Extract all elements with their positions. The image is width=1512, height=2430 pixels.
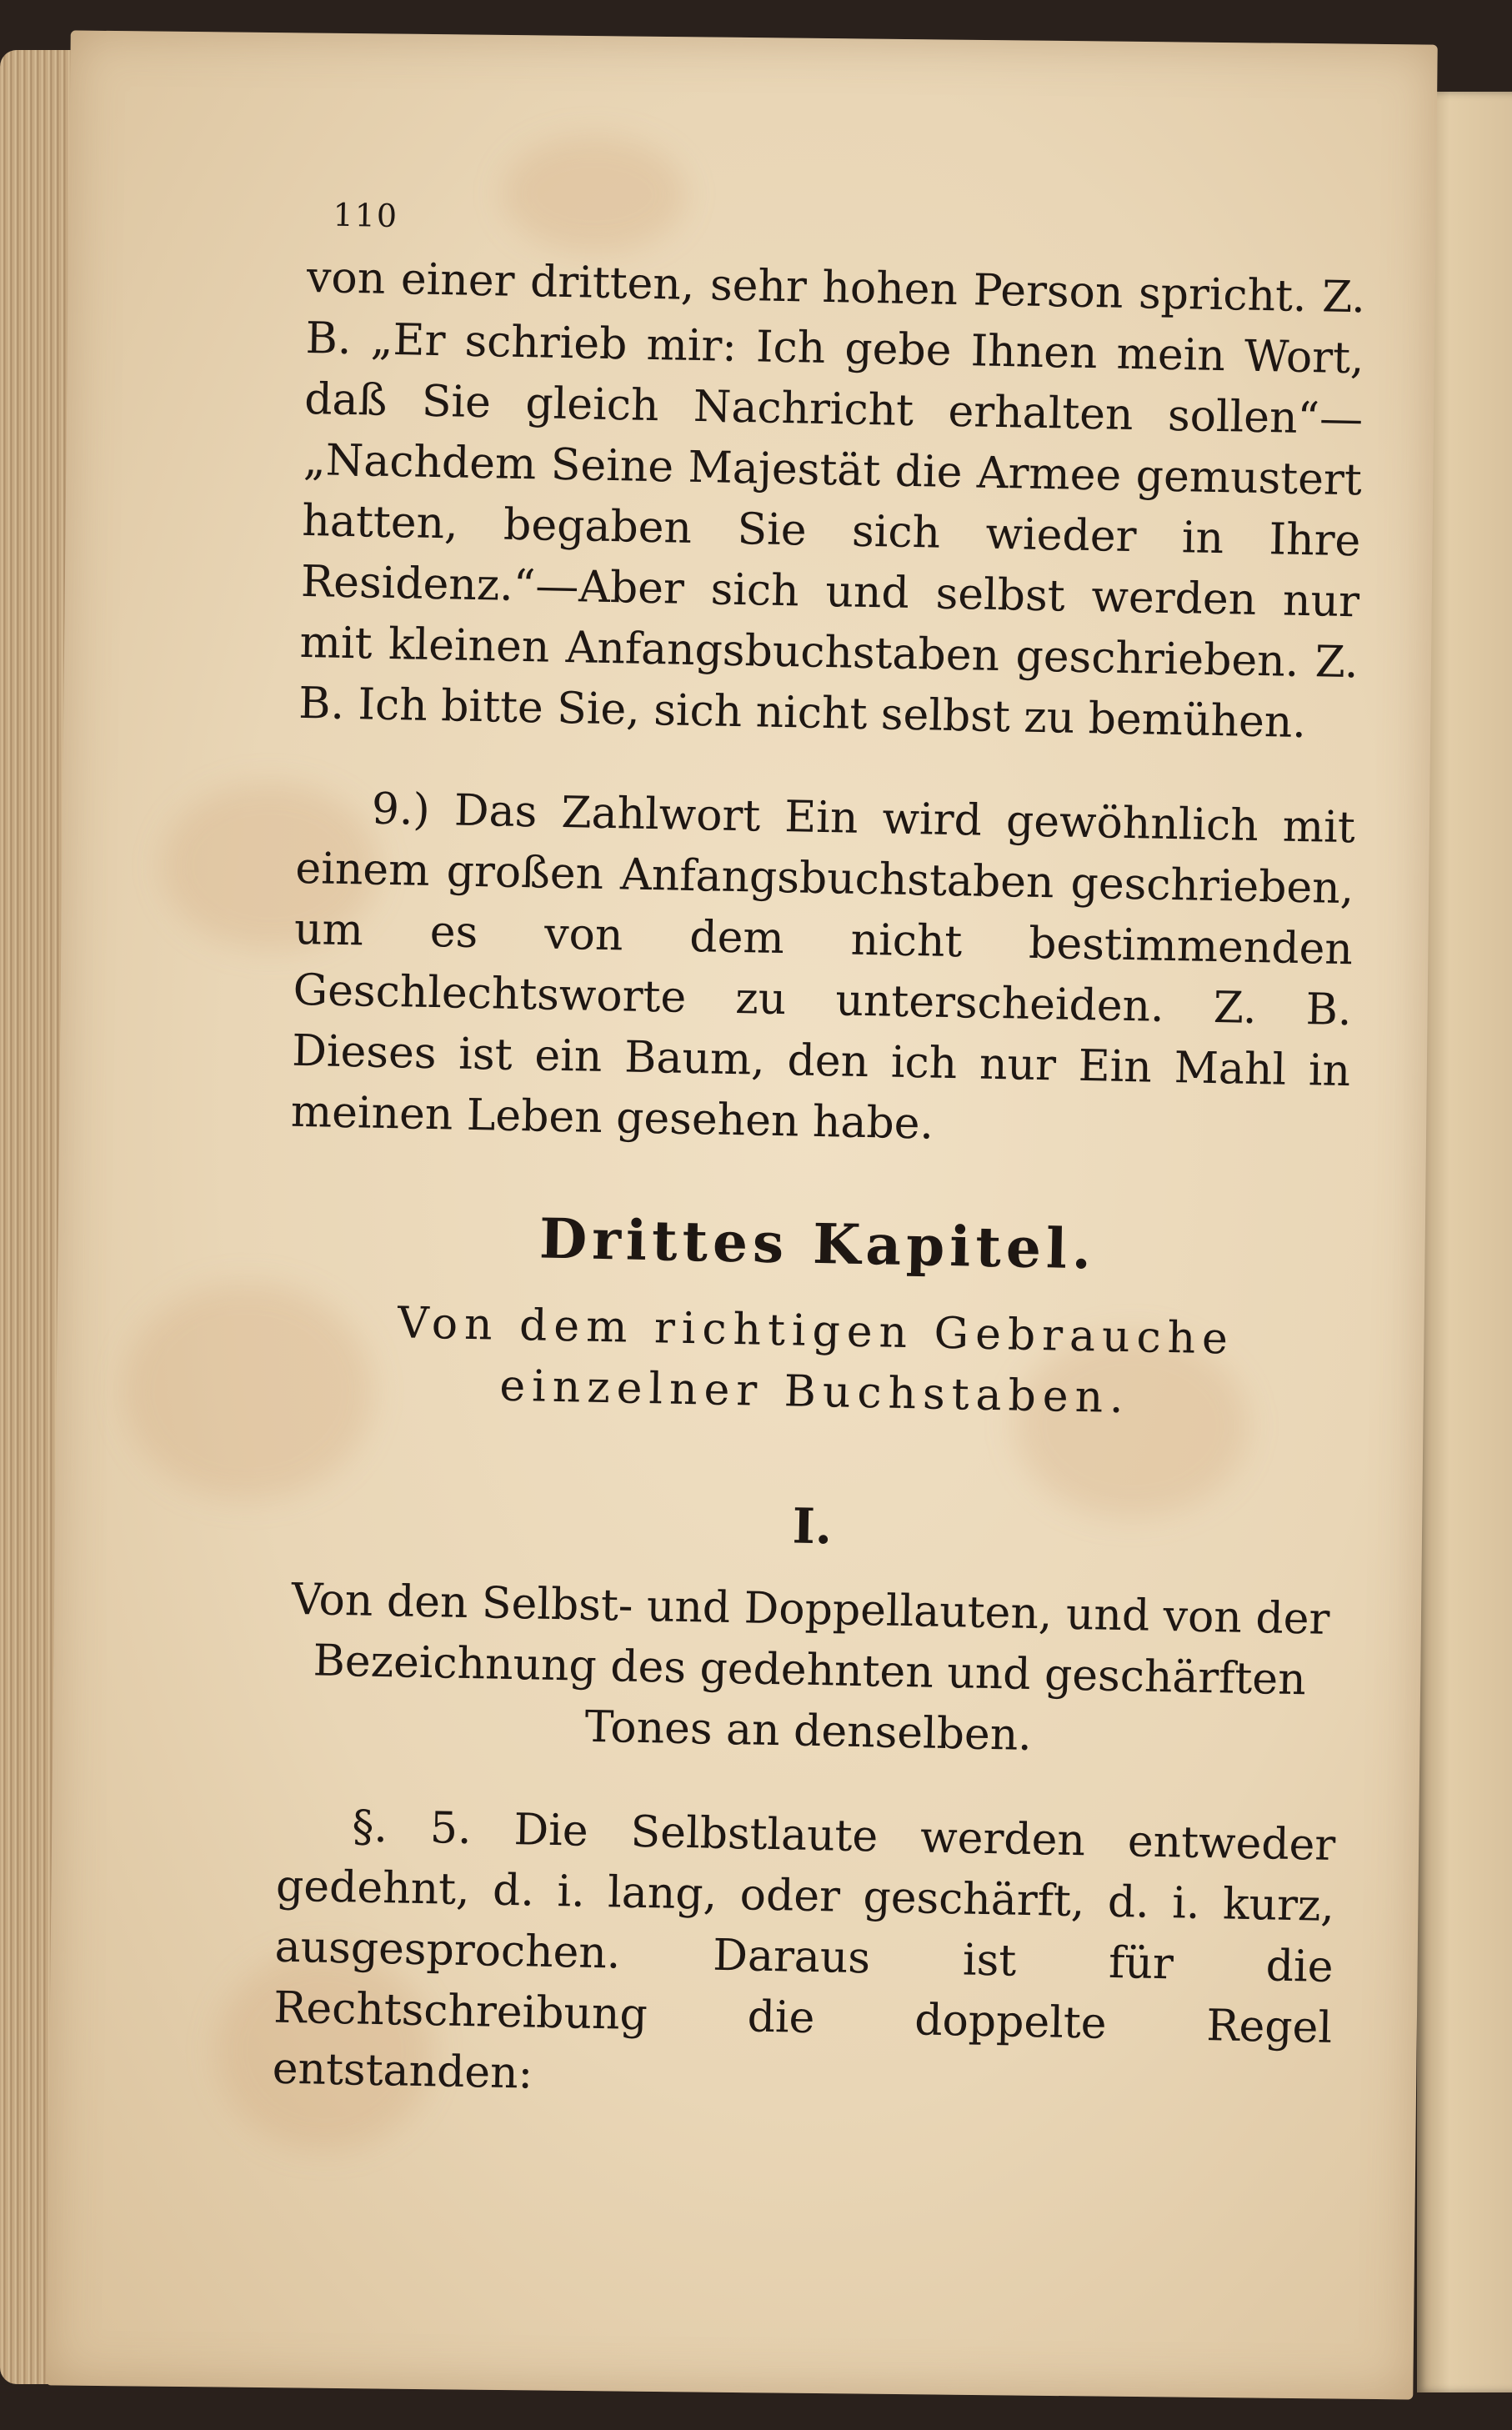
section-number: I. [792,1497,833,1556]
paragraph-rule-9: 9.) Das Zahlwort Ein wird gewöhnlich mit einem großen Anfangsbuchstaben geschrieben, um es von dem nicht bestimmenden Geschlechtsworte zu unterscheiden. Z. B. Dieses ist ein Baum, den ich nur Ein Mahl in meinen Leben gesehen habe. [290,784,1356,1150]
page-text [272,196,1367,2120]
paragraph-5: §. 5. Die Selbstlaute werden entweder gedehnt, d. i. lang, oder geschärft, d. i. kurz, ausgesprochen. Daraus ist für die Rechtschreibung die doppelte Regel entstanden: [272,1801,1336,2099]
chapter-subtitle: Von dem richtigen Gebrauche einzelner Buchstaben. [397,1298,1235,1424]
paragraph-top: von einer dritten, sehr hohen Person spricht. Z. B. „Er schrieb mir: Ich gebe Ihnen mein Wort, daß Sie gleich Nachricht erhalten sollen“—„Nachdem Seine Majestät die Armee gemustert hatten, begaben Sie sich wieder in Ihre Residenz.“—Aber sich und selbst werden nur mit kleinen Anfangsbuchstaben geschrieben. Z. B. Ich bitte Sie, sich nicht selbst zu bemühen. [298,252,1366,749]
section-title: Von den Selbst- und Doppellauten, und von der Bezeichnung des gedehnten und geschärften Tones an denselben. [291,1574,1330,1761]
chapter-heading: Drittes Kapitel. [538,1205,1097,1282]
page-number: 110 [333,196,399,235]
